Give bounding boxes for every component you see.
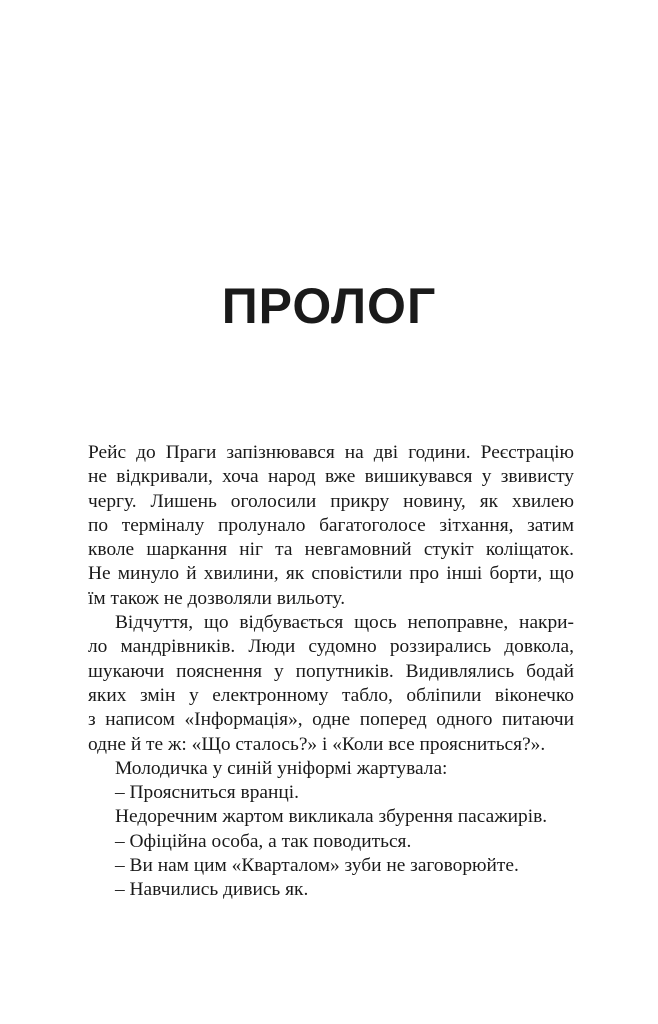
paragraph-3: Молодичка у синій уніформі жартувала: [115, 757, 448, 779]
text-line: яких змін у електронному табло, обліпили віконечко [88, 684, 574, 706]
chapter-title: ПРОЛОГ [221, 278, 437, 334]
dialogue-line: – Офіційна особа, а так поводиться. [115, 830, 412, 852]
text-line: Не минуло й хвилини, як сповістили про інші борти, що [88, 563, 574, 585]
dialogue-line: – Навчились дивись як. [115, 879, 309, 901]
text-line: шукаючи пояснення у попутників. Видивлялись бодай [88, 660, 574, 682]
paragraph-1 [88, 441, 574, 611]
text-line: одне й те ж: «Що сталось?» і «Коли все проясниться?». [88, 733, 546, 755]
paragraph-2 [88, 611, 574, 757]
body-text [88, 441, 574, 903]
text-line: Рейс до Праги запізнювався на дві години. Реєстрацію [88, 442, 574, 463]
text-line: чергу. Лишень оголосили прикру новину, як хвилею [88, 490, 574, 512]
text-line: кволе шаркання ніг та невгамовний стукіт коліщаток. [88, 539, 574, 561]
text-line: не відкривали, хоча народ вже вишикувався у звивисту [88, 466, 574, 488]
paragraph-5: Недоречним жартом викликала збурення пасажирів. [115, 806, 548, 828]
dialogue-line: – Ви нам цим «Кварталом» зуби не заговорюйте. [115, 855, 519, 877]
text-line: по терміналу пролунало багатоголосе зітхання, затим [88, 514, 574, 536]
text-line: Відчуття, що відбувається щось непоправне, накри- [115, 612, 574, 634]
text-line: з написом «Інформація», одне поперед одного питаючи [88, 709, 574, 731]
text-line: ло мандрівників. Люди судомно роззирались довкола, [88, 636, 574, 658]
dialogue-line: – Проясниться вранці. [115, 782, 299, 804]
text-line: їм також не дозволяли вильоту. [88, 587, 346, 609]
